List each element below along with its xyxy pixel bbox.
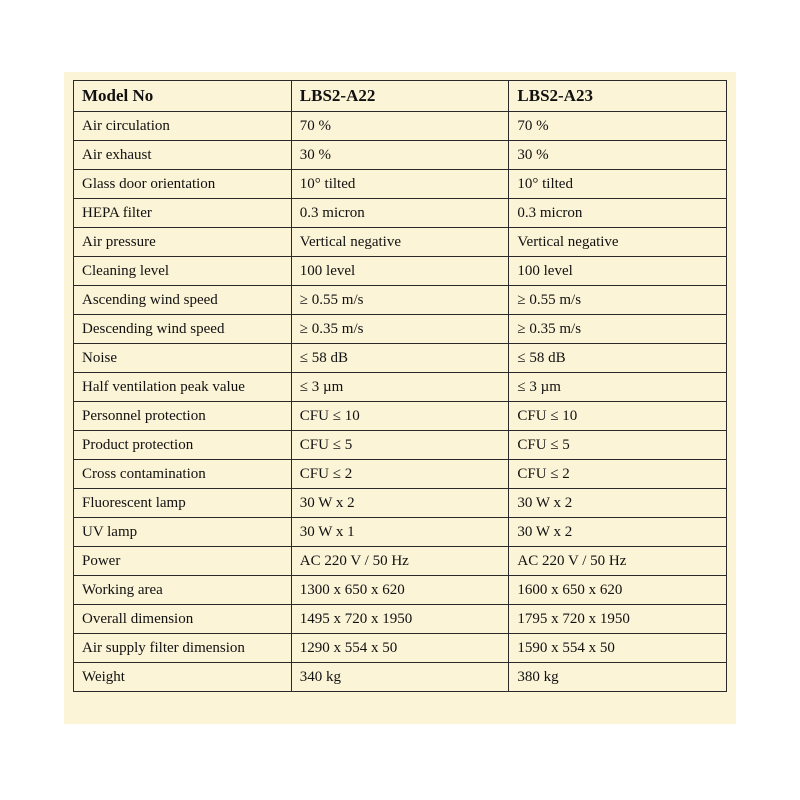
lbs2-a23-value-cell: 70 % [509,112,727,141]
property-cell: Working area [74,576,292,605]
table-row [74,605,727,634]
lbs2-a23-value-cell: AC 220 V / 50 Hz [509,547,727,576]
lbs2-a22-value-cell: 1495 x 720 x 1950 [291,605,509,634]
property-cell: Cross contamination [74,460,292,489]
lbs2-a23-value-cell: CFU ≤ 5 [509,431,727,460]
property-cell: Personnel protection [74,402,292,431]
table-row [74,170,727,199]
table-row [74,286,727,315]
header-model-lbs2-a23: LBS2-A23 [509,81,727,112]
property-cell: HEPA filter [74,199,292,228]
property-cell: Air circulation [74,112,292,141]
lbs2-a23-value-cell: Vertical negative [509,228,727,257]
lbs2-a23-value-cell: 100 level [509,257,727,286]
lbs2-a23-value-cell: 30 % [509,141,727,170]
table-row [74,663,727,692]
lbs2-a22-value-cell: 70 % [291,112,509,141]
property-cell: Fluorescent lamp [74,489,292,518]
property-cell: Half ventilation peak value [74,373,292,402]
property-cell: Cleaning level [74,257,292,286]
property-cell: Noise [74,344,292,373]
lbs2-a23-value-cell: ≥ 0.55 m/s [509,286,727,315]
header-model-no: Model No [74,81,292,112]
lbs2-a23-value-cell: 380 kg [509,663,727,692]
property-cell: Ascending wind speed [74,286,292,315]
table-row [74,228,727,257]
lbs2-a23-value-cell: CFU ≤ 10 [509,402,727,431]
property-cell: Weight [74,663,292,692]
lbs2-a23-value-cell: 10° tilted [509,170,727,199]
table-row [74,518,727,547]
lbs2-a22-value-cell: 340 kg [291,663,509,692]
lbs2-a22-value-cell: Vertical negative [291,228,509,257]
header-model-lbs2-a22: LBS2-A22 [291,81,509,112]
property-cell: UV lamp [74,518,292,547]
table-row [74,547,727,576]
lbs2-a23-value-cell: 1600 x 650 x 620 [509,576,727,605]
table-row [74,460,727,489]
lbs2-a22-value-cell: AC 220 V / 50 Hz [291,547,509,576]
property-cell: Power [74,547,292,576]
lbs2-a22-value-cell: 0.3 micron [291,199,509,228]
table-row [74,576,727,605]
property-cell: Air exhaust [74,141,292,170]
table-row [74,489,727,518]
lbs2-a22-value-cell: ≤ 58 dB [291,344,509,373]
lbs2-a23-value-cell: 30 W x 2 [509,489,727,518]
table-row [74,373,727,402]
table-row [74,315,727,344]
table-row [74,257,727,286]
lbs2-a22-value-cell: CFU ≤ 10 [291,402,509,431]
lbs2-a22-value-cell: 30 W x 2 [291,489,509,518]
lbs2-a23-value-cell: CFU ≤ 2 [509,460,727,489]
property-cell: Air supply filter dimension [74,634,292,663]
property-cell: Glass door orientation [74,170,292,199]
lbs2-a23-value-cell: ≤ 3 µm [509,373,727,402]
lbs2-a22-value-cell: ≥ 0.55 m/s [291,286,509,315]
lbs2-a22-value-cell: 100 level [291,257,509,286]
header-row [74,81,727,112]
property-cell: Overall dimension [74,605,292,634]
lbs2-a23-value-cell: 0.3 micron [509,199,727,228]
lbs2-a22-value-cell: ≤ 3 µm [291,373,509,402]
table-header [74,81,727,112]
table-row [74,634,727,663]
table-row [74,141,727,170]
table-row [74,344,727,373]
lbs2-a23-value-cell: 1795 x 720 x 1950 [509,605,727,634]
lbs2-a22-value-cell: 10° tilted [291,170,509,199]
table-body [74,112,727,692]
lbs2-a23-value-cell: 30 W x 2 [509,518,727,547]
table-row [74,431,727,460]
lbs2-a22-value-cell: 30 W x 1 [291,518,509,547]
property-cell: Descending wind speed [74,315,292,344]
table-row [74,199,727,228]
lbs2-a23-value-cell: ≥ 0.35 m/s [509,315,727,344]
lbs2-a22-value-cell: CFU ≤ 5 [291,431,509,460]
table-row [74,402,727,431]
lbs2-a22-value-cell: 1290 x 554 x 50 [291,634,509,663]
table-row [74,112,727,141]
specification-table [73,80,727,692]
lbs2-a22-value-cell: 30 % [291,141,509,170]
lbs2-a22-value-cell: 1300 x 650 x 620 [291,576,509,605]
lbs2-a23-value-cell: ≤ 58 dB [509,344,727,373]
property-cell: Product protection [74,431,292,460]
lbs2-a22-value-cell: ≥ 0.35 m/s [291,315,509,344]
property-cell: Air pressure [74,228,292,257]
lbs2-a22-value-cell: CFU ≤ 2 [291,460,509,489]
lbs2-a23-value-cell: 1590 x 554 x 50 [509,634,727,663]
